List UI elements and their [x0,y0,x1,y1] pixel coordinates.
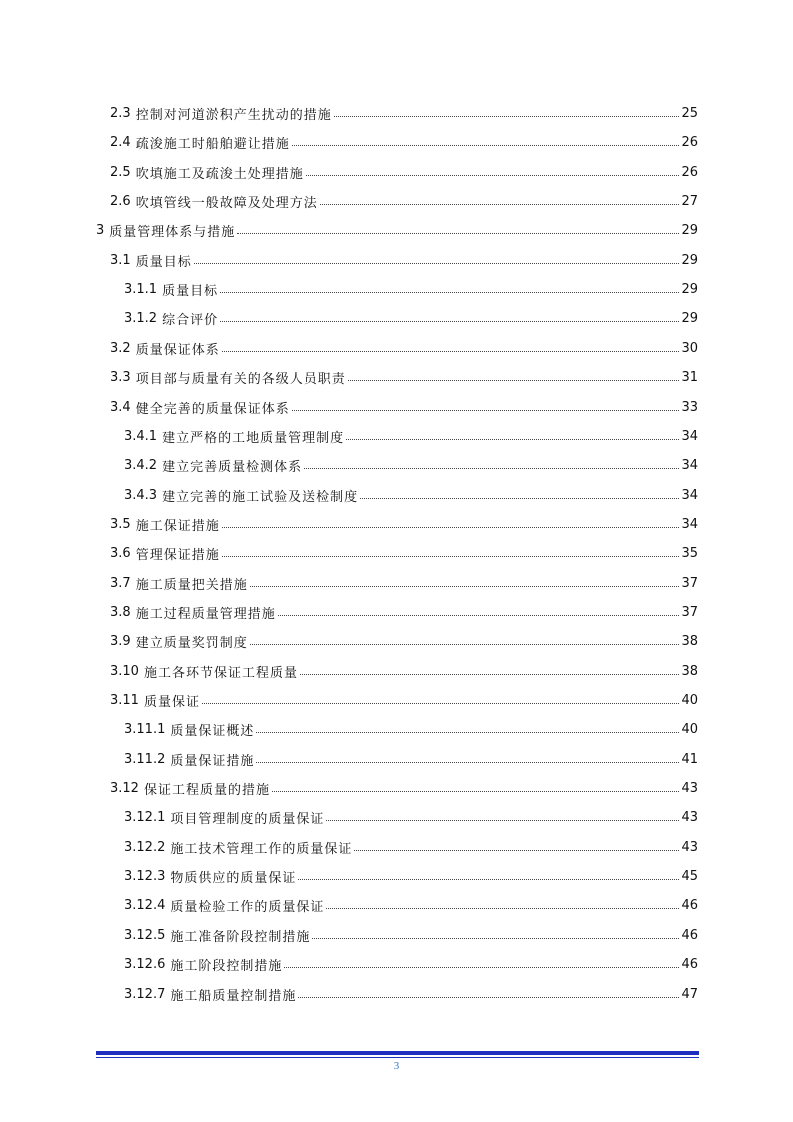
toc-title: 施工技术管理工作的质量保证 [170,841,353,857]
toc-entry-3-11[interactable] [110,687,698,713]
toc-page-number: 40 [681,721,698,737]
toc-leader-dots [326,908,679,909]
toc-entry-2-5[interactable] [110,159,698,185]
toc-entry-3-4-2[interactable] [124,452,698,478]
toc-title: 施工船质量控制措施 [170,988,297,1004]
toc-entry-3-12-7[interactable] [124,981,698,1007]
toc-number: 3.12.4 [124,897,166,913]
toc-leader-dots [256,732,679,733]
toc-title: 吹填管线一般故障及处理方法 [135,195,318,211]
toc-page-number: 43 [681,780,698,796]
toc-number: 3.12.3 [124,868,166,884]
toc-title: 项目管理制度的质量保证 [170,811,325,827]
toc-leader-dots [298,879,679,880]
toc-title: 控制对河道淤积产生扰动的措施 [135,107,332,123]
toc-title: 施工阶段控制措施 [170,958,283,974]
toc-title: 质量保证 [143,694,200,710]
toc-entry-3-12-6[interactable] [124,951,698,977]
toc-page-number: 26 [681,164,698,180]
toc-page-number: 34 [681,487,698,503]
toc-page-number: 35 [681,545,698,561]
toc-number: 3.3 [110,369,131,385]
toc-title: 施工质量把关措施 [135,577,248,593]
toc-entry-3[interactable] [96,217,698,243]
toc-entry-3-6[interactable] [110,540,698,566]
toc-entry-3-1-1[interactable] [124,276,698,302]
toc-page-number: 43 [681,839,698,855]
toc-number: 2.4 [110,134,131,150]
toc-leader-dots [250,644,680,645]
toc-leader-dots [304,468,679,469]
toc-page-number: 33 [681,399,698,415]
toc-leader-dots [256,762,679,763]
toc-title: 质量保证概述 [170,723,255,739]
toc-leader-dots [292,145,680,146]
toc-entry-2-3[interactable] [110,100,698,126]
toc-entry-3-12[interactable] [110,775,698,801]
toc-title: 质量保证措施 [170,753,255,769]
toc-title: 质量目标 [162,283,219,299]
toc-title: 管理保证措施 [135,547,220,563]
toc-leader-dots [312,938,679,939]
toc-leader-dots [360,498,679,499]
toc-entry-3-11-2[interactable] [124,746,698,772]
toc-title: 施工准备阶段控制措施 [170,929,311,945]
toc-entry-3-1[interactable] [110,247,698,273]
toc-number: 3.12.7 [124,986,166,1002]
toc-entry-3-4-1[interactable] [124,423,698,449]
toc-entry-3-5[interactable] [110,511,698,537]
toc-title: 物质供应的质量保证 [170,870,297,886]
toc-title: 质量检验工作的质量保证 [170,899,325,915]
toc-entry-3-12-2[interactable] [124,834,698,860]
toc-number: 3.4.3 [124,487,158,503]
toc-page-number: 43 [681,809,698,825]
toc-title: 施工过程质量管理措施 [135,606,276,622]
toc-number: 3.4.1 [124,428,158,444]
toc-leader-dots [346,439,679,440]
toc-entry-3-10[interactable] [110,658,698,684]
toc-entry-3-4[interactable] [110,394,698,420]
toc-page-number: 25 [681,105,698,121]
toc-leader-dots [334,116,680,117]
toc-title: 施工保证措施 [135,518,220,534]
toc-title: 质量保证体系 [135,342,220,358]
toc-leader-dots [278,615,680,616]
toc-page-number: 46 [681,956,698,972]
toc-leader-dots [220,321,679,322]
toc-number: 3.4.2 [124,457,158,473]
toc-page-number: 38 [681,633,698,649]
toc-title: 质量目标 [135,254,192,270]
toc-page-number: 46 [681,897,698,913]
toc-entry-2-4[interactable] [110,129,698,155]
toc-entry-3-12-1[interactable] [124,804,698,830]
toc-number: 3.4 [110,399,131,415]
toc-leader-dots [222,351,680,352]
toc-number: 3.2 [110,340,131,356]
toc-title: 建立严格的工地质量管理制度 [162,430,345,446]
toc-entry-3-8[interactable] [110,599,698,625]
toc-number: 3.11.2 [124,751,166,767]
toc-number: 3.5 [110,516,131,532]
toc-entry-3-12-3[interactable] [124,863,698,889]
toc-number: 2.5 [110,164,131,180]
toc-title: 吹填施工及疏浚土处理措施 [135,166,304,182]
toc-number: 3.12 [110,780,139,796]
toc-page-number: 30 [681,340,698,356]
toc-number: 2.3 [110,105,131,121]
toc-page-number: 37 [681,575,698,591]
toc-title: 健全完善的质量保证体系 [135,401,290,417]
toc-leader-dots [222,556,680,557]
toc-leader-dots [202,703,679,704]
toc-leader-dots [300,674,679,675]
toc-leader-dots [250,586,680,587]
toc-page-number: 34 [681,428,698,444]
toc-leader-dots [220,292,679,293]
toc-leader-dots [326,820,679,821]
toc-leader-dots [354,850,679,851]
toc-leader-dots [272,791,679,792]
toc-number: 3 [96,222,105,238]
toc-entry-3-9[interactable] [110,628,698,654]
footer-rule-thin [96,1057,699,1058]
toc-page-number: 34 [681,516,698,532]
toc-number: 3.12.1 [124,809,166,825]
toc-leader-dots [298,997,679,998]
toc-page-number: 34 [681,457,698,473]
toc-title: 质量管理体系与措施 [109,224,236,240]
toc-entry-3-1-2[interactable] [124,305,698,331]
toc-title: 保证工程质量的措施 [143,782,270,798]
toc-title: 建立完善的施工试验及送检制度 [162,489,359,505]
toc-page-number: 37 [681,604,698,620]
toc-title: 项目部与质量有关的各级人员职责 [135,371,346,387]
toc-page-number: 38 [681,663,698,679]
toc-number: 3.1 [110,252,131,268]
toc-title: 建立完善质量检测体系 [162,459,303,475]
toc-page-number: 46 [681,927,698,943]
toc-number: 3.11.1 [124,721,166,737]
toc-number: 3.12.2 [124,839,166,855]
toc-page-number: 26 [681,134,698,150]
toc-entry-3-7[interactable] [110,570,698,596]
toc-leader-dots [194,263,680,264]
toc-number: 3.7 [110,575,131,591]
toc-page-number: 47 [681,986,698,1002]
toc-leader-dots [284,967,679,968]
toc-page-number: 31 [681,369,698,385]
toc-leader-dots [292,410,680,411]
toc-number: 3.9 [110,633,131,649]
toc-number: 3.12.6 [124,956,166,972]
footer-rule-thick [96,1051,699,1055]
toc-number: 3.6 [110,545,131,561]
toc-number: 3.11 [110,692,139,708]
toc-number: 3.1.2 [124,310,158,326]
toc-entry-3-12-5[interactable] [124,922,698,948]
toc-page-number: 45 [681,868,698,884]
toc-page-number: 40 [681,692,698,708]
toc-entry-2-6[interactable] [110,188,698,214]
toc-page-number: 29 [681,252,698,268]
toc-leader-dots [348,380,680,381]
toc-number: 2.6 [110,193,131,209]
toc-page-number: 27 [681,193,698,209]
toc-leader-dots [237,233,679,234]
toc-entry-3-12-4[interactable] [124,892,698,918]
toc-title: 建立质量奖罚制度 [135,635,248,651]
toc-leader-dots [306,175,680,176]
toc-number: 3.8 [110,604,131,620]
toc-number: 3.10 [110,663,139,679]
toc-entry-3-3[interactable] [110,364,698,390]
toc-title: 施工各环节保证工程质量 [143,665,298,681]
toc-number: 3.1.1 [124,281,158,297]
toc-entry-3-2[interactable] [110,335,698,361]
toc-page-number: 41 [681,751,698,767]
toc-entry-3-4-3[interactable] [124,482,698,508]
toc-leader-dots [222,527,680,528]
toc-page-number: 29 [681,222,698,238]
toc-number: 3.12.5 [124,927,166,943]
page-number: 3 [393,1060,400,1072]
toc-title: 综合评价 [162,312,219,328]
toc-entry-3-11-1[interactable] [124,716,698,742]
toc-title: 疏浚施工时船舶避让措施 [135,136,290,152]
toc-page-number: 29 [681,310,698,326]
toc-leader-dots [320,204,680,205]
toc-page-number: 29 [681,281,698,297]
